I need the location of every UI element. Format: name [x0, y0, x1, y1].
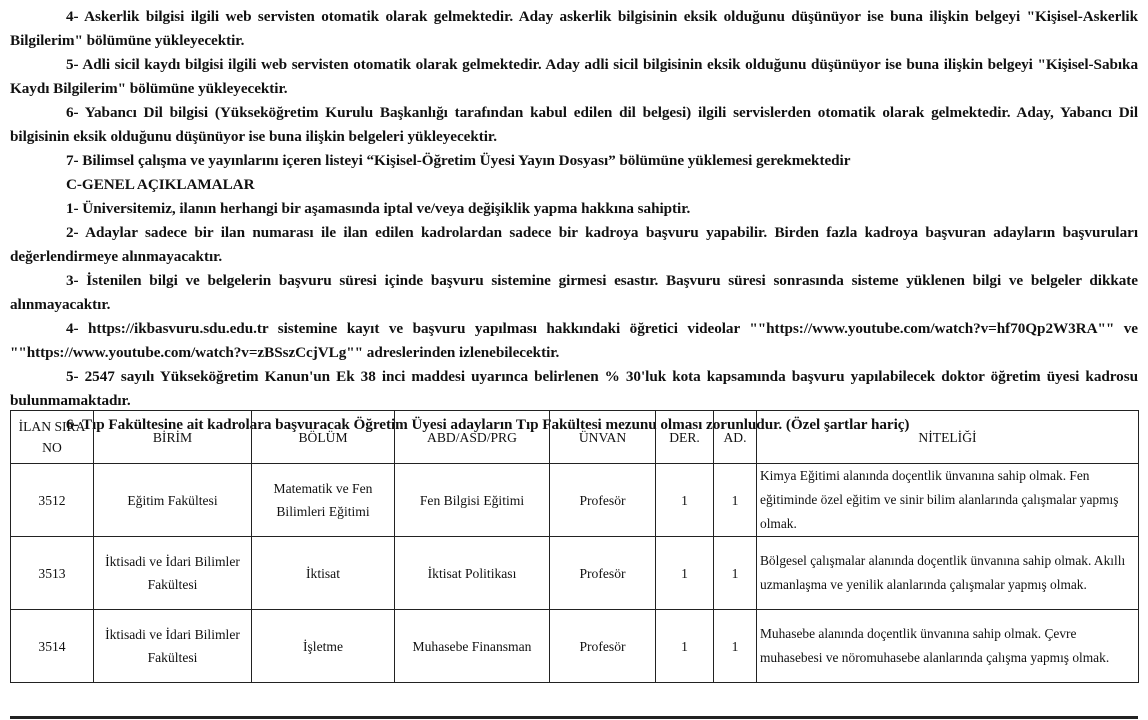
cell-abd: Muhasebe Finansman	[395, 610, 550, 683]
table-header-row	[11, 411, 1139, 464]
cell-bolum: İşletme	[252, 610, 395, 683]
table-row	[11, 537, 1139, 610]
cell-ad: 1	[714, 464, 757, 537]
cell-niteligi: Bölgesel çalışmalar alanında doçentlik ünvanına sahip olmak. Akıllı uzmanlaşma ve yenilik alanlarında çalışmalar yapmış olmak.	[757, 537, 1139, 610]
table-row	[11, 464, 1139, 537]
paragraph-adli-sicil: 5- Adli sicil kaydı bilgisi ilgili web servisten otomatik olarak gelmektedir. Aday adli sicil bilgisinin eksik olduğunu düşünüyor ise buna ilişkin belgeyi "Kişisel-Sabıka Kaydı Bilgilerim" bölümüne yükleyecektir.	[10, 56, 1138, 97]
header-ad: AD.	[714, 411, 757, 464]
page-bottom-divider	[10, 716, 1138, 719]
paragraph-videolar: 4- https://ikbasvuru.sdu.edu.tr sistemine kayıt ve başvuru yapılması hakkındaki öğretici videolar ""https://www.youtube.com/watch?v=hf70Qp2W3RA"" ve ""https://www.youtube.com/watch?v=zBSszCcjVLg"" adreslerinden izlenebilecektir.	[10, 320, 1138, 361]
header-ilan-sira-no: İLAN SIRA NO	[11, 411, 94, 464]
cell-bolum: Matematik ve Fen Bilimleri Eğitimi	[252, 464, 395, 537]
cell-der: 1	[656, 464, 714, 537]
header-der: DER.	[656, 411, 714, 464]
cell-ad: 1	[714, 610, 757, 683]
cell-ilan-sira-no: 3512	[11, 464, 94, 537]
cell-unvan: Profesör	[550, 464, 656, 537]
paragraph-tek-kadro: 2- Adaylar sadece bir ilan numarası ile ilan edilen kadrolardan sadece bir kadroya başvuru yapabilir. Birden fazla kadroya başvuran adayların başvuruları değerlendirmeye alınmayacaktır.	[10, 224, 1138, 265]
paragraph-tip-fakultesi: 6- Tıp Fakültesine ait kadrolara başvuracak Öğretim Üyesi adayların Tıp Fakültesi mezunu olması zorunludur. (Özel şartlar hariç)	[66, 416, 910, 433]
cell-ilan-sira-no: 3514	[11, 610, 94, 683]
section-heading-genel-aciklamalar: C-GENEL AÇIKLAMALAR	[66, 176, 255, 193]
cell-niteligi: Muhasebe alanında doçentlik ünvanına sahip olmak. Çevre muhasebesi ve nöromuhasebe alanlarında çalışma yapmış olmak.	[757, 610, 1139, 683]
cell-der: 1	[656, 610, 714, 683]
paragraph-askerlik: 4- Askerlik bilgisi ilgili web servisten otomatik olarak gelmektedir. Aday askerlik bilgisinin eksik olduğunu düşünüyor ise buna ilişkin belgeyi "Kişisel-Askerlik Bilgilerim" bölümüne yükleyecektir.	[10, 8, 1138, 49]
cell-niteligi: Kimya Eğitimi alanında doçentlik ünvanına sahip olmak. Fen eğitiminde özel eğitim ve sinir bilim alanlarında çalışmalar yapmış olmak.	[757, 464, 1139, 537]
cell-ad: 1	[714, 537, 757, 610]
cell-bolum: İktisat	[252, 537, 395, 610]
table-row	[11, 610, 1139, 683]
cell-birim: İktisadi ve İdari Bilimler Fakültesi	[94, 537, 252, 610]
kadro-table	[10, 410, 1139, 683]
cell-birim: Eğitim Fakültesi	[94, 464, 252, 537]
paragraph-yayin-dosyasi: 7- Bilimsel çalışma ve yayınlarını içeren listeyi “Kişisel-Öğretim Üyesi Yayın Dosyası” bölümüne yüklemesi gerekmektedir	[66, 152, 851, 169]
paragraph-kota: 5- 2547 sayılı Yükseköğretim Kanun'un Ek 38 inci maddesi uyarınca belirlenen % 30'luk kota kapsamında başvuru yapılabilecek doktor öğretim üyesi kadrosu bulunmamaktadır.	[10, 368, 1138, 409]
cell-abd: İktisat Politikası	[395, 537, 550, 610]
paragraph-basvuru-suresi: 3- İstenilen bilgi ve belgelerin başvuru süresi içinde başvuru sistemine girmesi esastır. Başvuru süresi sonrasında sisteme yüklenen bilgi ve belgeler dikkate alınmayacaktır.	[10, 272, 1138, 313]
cell-ilan-sira-no: 3513	[11, 537, 94, 610]
cell-unvan: Profesör	[550, 537, 656, 610]
header-unvan: ÜNVAN	[550, 411, 656, 464]
header-abd: ABD/ASD/PRG	[395, 411, 550, 464]
cell-birim: İktisadi ve İdari Bilimler Fakültesi	[94, 610, 252, 683]
paragraph-iptal-degisiklik: 1- Üniversitemiz, ilanın herhangi bir aşamasında iptal ve/veya değişiklik yapma hakkına sahiptir.	[66, 200, 691, 217]
header-birim: BİRİM	[94, 411, 252, 464]
cell-abd: Fen Bilgisi Eğitimi	[395, 464, 550, 537]
header-niteligi: NİTELİĞİ	[757, 411, 1139, 464]
paragraph-yabanci-dil: 6- Yabancı Dil bilgisi (Yükseköğretim Kurulu Başkanlığı tarafından kabul edilen dil belgesi) ilgili servislerden otomatik olarak gelmektedir. Aday, Yabancı Dil bilgisinin eksik olduğunu düşünüyor ise buna ilişkin belgeleri yükleyecektir.	[10, 104, 1138, 145]
header-bolum: BÖLÜM	[252, 411, 395, 464]
cell-der: 1	[656, 537, 714, 610]
cell-unvan: Profesör	[550, 610, 656, 683]
